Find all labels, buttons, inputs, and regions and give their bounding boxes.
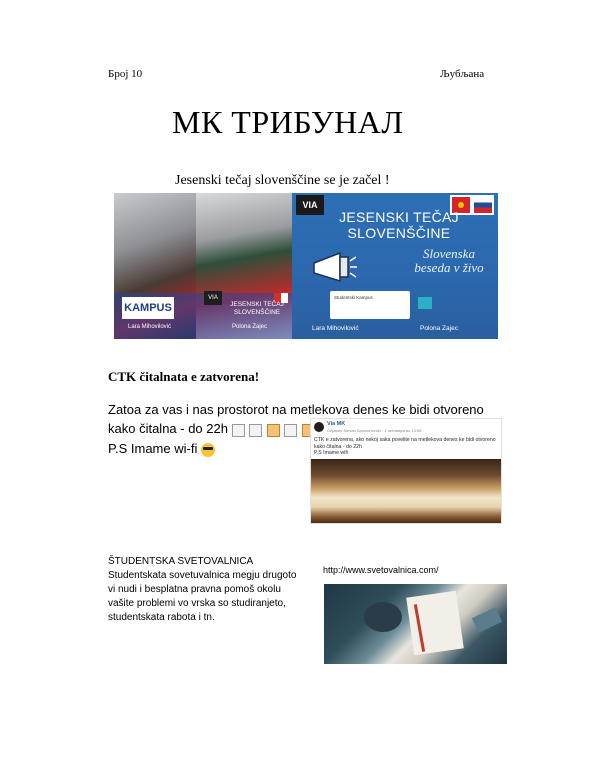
issue-number: Број 10	[108, 68, 143, 80]
post-text-line: CTK e zatvorena, ako nekoj saka povelite na metlekova denes ke bidi otvoreno kako čitalna - do 22h	[314, 437, 496, 450]
poster-card	[330, 291, 410, 319]
poster-title: JESENSKI TEČAJ SLOVENŠČINE	[339, 209, 459, 241]
via-small-logo: VIA	[204, 291, 222, 305]
facebook-post-screenshot	[310, 418, 502, 524]
course-poster	[292, 193, 498, 339]
banner-name: Polona Zajec	[232, 324, 268, 330]
post-avatar	[314, 422, 324, 432]
photo-hand	[364, 602, 402, 632]
books-icon	[267, 424, 280, 437]
student-heading: ŠTUDENTSKA SVETOVALNICA	[108, 556, 254, 567]
post-text	[314, 437, 498, 457]
via-logo: VIA	[296, 195, 324, 215]
house-icon	[418, 297, 432, 309]
photo-notebook	[406, 591, 464, 655]
book-icon	[249, 424, 262, 437]
student-body: Studentskata sovetuvalnica megju drugoto vi nudi i besplatna pravna pomoš okolu vašite problemi vo vrska so studiranjeto, studentskata rabota i tn.	[108, 570, 297, 623]
banner-name: Lara Mihovilović	[128, 324, 172, 330]
sunglasses-smiley-icon	[201, 443, 215, 457]
poster-card-text: Studentski Kampus	[334, 295, 373, 300]
post-meta: Објавил Stevan Samsonovski · 1 октомври во 13:58	[327, 428, 422, 433]
emoji-row	[232, 420, 317, 439]
course-banner-image	[114, 193, 498, 339]
photo-phone	[472, 607, 502, 632]
newsletter-title: МК ТРИБУНАЛ	[172, 104, 404, 140]
notebook-icon	[284, 424, 297, 437]
post-text-footer: P.S Imame wifi	[314, 450, 348, 456]
open-book-icon	[232, 424, 245, 437]
post-author: Via MK	[327, 421, 346, 427]
kampus-logo: KAMPUS	[122, 297, 174, 319]
svetovalnica-link[interactable]: http://www.svetovalnica.com/	[323, 565, 439, 575]
poster-name: Polona Zajec	[420, 325, 458, 332]
megaphone-icon	[310, 251, 358, 285]
poster-name: Lara Mihovilović	[312, 325, 359, 332]
ctk-line: P.S Imame wi-fi	[108, 441, 198, 457]
poster-slogan: Slovenska beseda v živo	[414, 246, 484, 275]
course-headline: Jesenski tečaj slovenščine se je začel !	[175, 173, 390, 188]
ctk-line: Zatoa za vas i nas prostorot na metlekova denes ke bidi otvoreno	[108, 402, 484, 417]
post-books-image	[311, 459, 501, 523]
ctk-heading: CTK čitalnata e zatvorena!	[108, 369, 260, 384]
small-banner-title: JESENSKI TEČAJ SLOVENŠČINE	[230, 301, 284, 316]
study-photo	[324, 584, 507, 664]
city-name: Љубљана	[440, 68, 485, 80]
ctk-line: kako čitalna - do 22h	[108, 421, 228, 436]
